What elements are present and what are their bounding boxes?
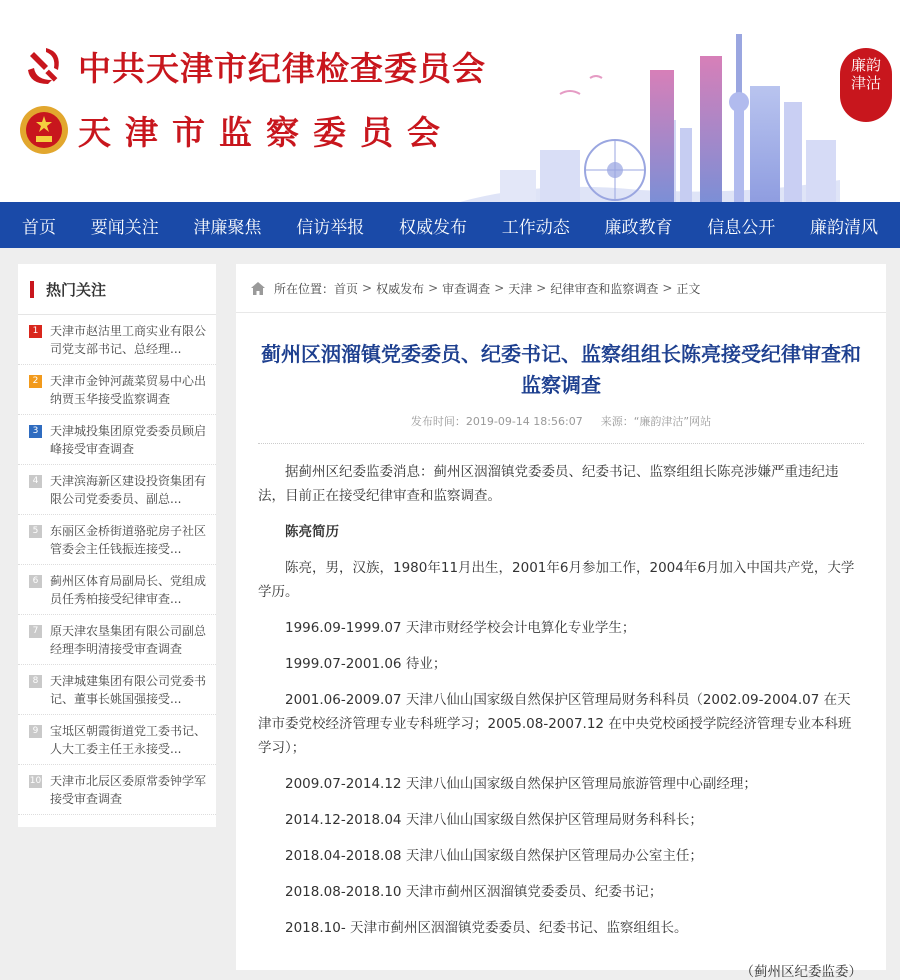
publish-time: 发布时间：2019-09-14 18:56:07 xyxy=(410,415,583,428)
breadcrumb-investigations[interactable]: 审查调查 xyxy=(442,281,491,296)
nav-item-home[interactable]: 首页 xyxy=(22,217,56,238)
article-paragraph: 2009.07-2014.12 天津八仙山国家级自然保护区管理局旅游管理中心副经理； xyxy=(285,776,757,792)
list-item[interactable] xyxy=(18,515,216,565)
article-footer-source: （蓟州区纪委监委） xyxy=(740,964,862,980)
article-paragraph: 2014.12-2018.04 天津八仙山国家级自然保护区管理局财务科科长； xyxy=(285,812,703,828)
hot-topic-link[interactable]: 天津市北辰区委原常委钟学军接受审查调查 xyxy=(50,774,207,806)
rank-badge: 8 xyxy=(29,675,42,688)
title-accent-bar xyxy=(30,281,34,298)
list-item[interactable] xyxy=(18,665,216,715)
list-item[interactable] xyxy=(18,465,216,515)
list-item[interactable] xyxy=(18,715,216,765)
article-paragraph: 1996.09-1999.07 天津市财经学校会计电算化专业学生； xyxy=(285,620,636,636)
hot-topic-link[interactable]: 宝坻区朝霞街道党工委书记、人大工委主任王永接受... xyxy=(50,724,207,756)
article-paragraph: 2018.04-2018.08 天津八仙山国家级自然保护区管理局办公室主任； xyxy=(285,848,703,864)
breadcrumb: 所在位置： 首页 > 权威发布 > 审查调查 > 天津 > 纪律审查和监察调查 > 正文 xyxy=(236,264,886,313)
nav-item-petitions[interactable]: 信访举报 xyxy=(296,217,365,238)
breadcrumb-prefix: 所在位置： xyxy=(274,281,335,296)
hot-topic-link[interactable]: 天津市金钟河蔬菜贸易中心出纳贾玉华接受监察调查 xyxy=(50,374,207,406)
list-item[interactable] xyxy=(18,415,216,465)
article-paragraph: 据蓟州区纪委监委消息：蓟州区洇溜镇党委委员、纪委书记、监察组组长陈亮涉嫌严重违纪违法，目前正在接受纪律审查和监察调查。 xyxy=(258,464,839,504)
list-item[interactable] xyxy=(18,765,216,815)
site-header xyxy=(0,0,900,202)
rank-badge: 2 xyxy=(29,375,42,388)
hot-topics-list xyxy=(18,315,216,815)
article-paragraph: 2001.06-2009.07 天津八仙山国家级自然保护区管理局财务科科员（2002.09-2004.07 在天津市委党校经济管理专业专科班学习；2005.08-2007.12 在中央党校函授学院经济管理专业本科班学习）； xyxy=(258,692,852,756)
supervision-title-row xyxy=(18,104,454,156)
article-source: 来源：“廉韵津沽”网站 xyxy=(600,415,712,428)
rank-badge: 10 xyxy=(29,776,42,786)
rank-badge: 3 xyxy=(29,425,42,438)
party-emblem-icon xyxy=(18,40,70,92)
national-emblem-icon xyxy=(18,104,70,156)
commission-title: 中共天津市纪律检查委员会 xyxy=(78,48,486,88)
hot-topic-link[interactable]: 天津市赵沽里工商实业有限公司党支部书记、总经理... xyxy=(50,324,207,356)
hot-topic-link[interactable]: 原天津农垦集团有限公司副总经理李明清接受审查调查 xyxy=(50,624,207,656)
party-title-row xyxy=(18,40,486,92)
breadcrumb-home[interactable]: 首页 xyxy=(334,281,359,296)
rank-badge: 6 xyxy=(29,575,42,588)
breadcrumb-current: 正文 xyxy=(676,281,701,296)
article-paragraph: 2018.08-2018.10 天津市蓟州区洇溜镇党委委员、纪委书记； xyxy=(285,884,663,900)
hot-topic-link[interactable]: 天津滨海新区建设投资集团有限公司党委委员、副总... xyxy=(50,474,207,506)
resume-heading: 陈亮简历 xyxy=(285,524,339,540)
hot-topics-title: 热门关注 xyxy=(46,280,107,299)
hot-topic-link[interactable]: 天津城建集团有限公司党委书记、董事长姚国强接受... xyxy=(50,674,207,706)
main-nav xyxy=(0,202,900,248)
breadcrumb-tianjin[interactable]: 天津 xyxy=(508,281,533,296)
meta-divider xyxy=(258,443,864,444)
article-title: 蓟州区洇溜镇党委委员、纪委书记、监察组组长陈亮接受纪律审查和监察调查 xyxy=(261,342,861,397)
home-icon xyxy=(250,281,266,296)
nav-item-news-focus[interactable]: 要闻关注 xyxy=(90,217,159,238)
hot-topic-link[interactable]: 蓟州区体育局副局长、党组成员任秀柏接受纪律审查... xyxy=(50,574,207,606)
hot-topic-link[interactable]: 东丽区金桥街道骆驼房子社区管委会主任钱振连接受... xyxy=(50,524,207,556)
list-item[interactable] xyxy=(18,365,216,415)
rank-badge: 7 xyxy=(29,625,42,638)
article-meta xyxy=(236,413,886,429)
hot-topic-link[interactable]: 天津城投集团原党委委员顾启峰接受审查调查 xyxy=(50,424,207,456)
city-skyline-image xyxy=(440,20,840,202)
list-item[interactable] xyxy=(18,565,216,615)
nav-item-work-updates[interactable]: 工作动态 xyxy=(501,217,570,238)
nav-item-tianjin-focus[interactable]: 津廉聚焦 xyxy=(193,217,262,238)
article-paragraph: 1999.07-2001.06 待业； xyxy=(285,656,447,672)
breadcrumb-discipline-review[interactable]: 纪律审查和监察调查 xyxy=(550,281,659,296)
hot-topics-sidebar xyxy=(18,264,216,827)
nav-item-authoritative-release[interactable]: 权威发布 xyxy=(399,217,467,238)
rank-badge: 9 xyxy=(29,725,42,738)
lianyun-seal-logo: 廉韵 津沽 xyxy=(840,48,892,122)
article-body xyxy=(258,460,864,940)
rank-badge: 1 xyxy=(29,325,42,338)
nav-item-clean-culture[interactable]: 廉韵清风 xyxy=(810,217,878,238)
supervision-title: 天津市监察委员会 xyxy=(78,112,454,152)
list-item[interactable] xyxy=(18,315,216,365)
nav-item-integrity-education[interactable]: 廉政教育 xyxy=(604,217,673,238)
rank-badge: 5 xyxy=(29,525,42,538)
hot-topics-header xyxy=(18,264,216,315)
article-panel xyxy=(236,264,886,980)
list-item[interactable] xyxy=(18,615,216,665)
breadcrumb-authoritative-release[interactable]: 权威发布 xyxy=(376,281,425,296)
nav-item-info-disclosure[interactable]: 信息公开 xyxy=(707,217,776,238)
rank-badge: 4 xyxy=(29,475,42,488)
article-paragraph: 2018.10- 天津市蓟州区洇溜镇党委委员、纪委书记、监察组组长。 xyxy=(285,920,688,936)
article-paragraph: 陈亮，男，汉族，1980年11月出生，2001年6月参加工作，2004年6月加入中国共产党，大学学历。 xyxy=(258,560,855,600)
